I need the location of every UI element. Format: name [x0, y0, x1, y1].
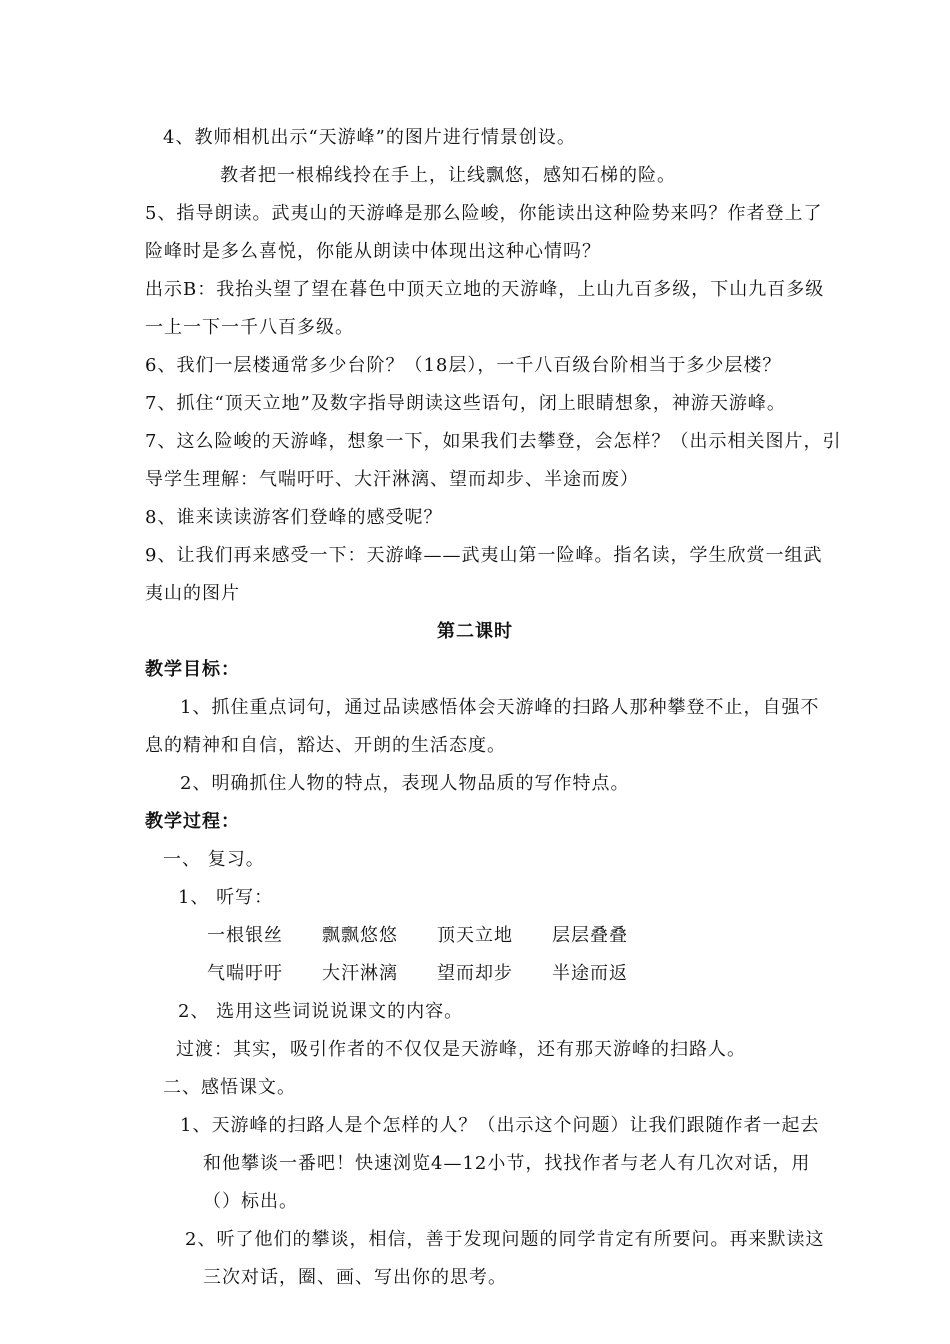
dictation-word: 大汗淋漓: [322, 963, 398, 984]
show-b-line-1: 出示B：我抬头望了望在暮色中顶天立地的天游峰，上山九百多级，下山九百多级: [145, 279, 825, 300]
step-9-line-2: 夷山的图片: [145, 583, 240, 604]
goals-heading: 教学目标：: [145, 659, 240, 680]
process-2-2-line-1: 2、听了他们的攀谈，相信，善于发现问题的同学肯定有所要问。再来默读这: [185, 1229, 825, 1250]
dictation-word: 顶天立地: [437, 925, 513, 946]
transition-line: 过渡：其实，吸引作者的不仅仅是天游峰，还有那天游峰的扫路人。: [176, 1039, 746, 1060]
dictation-label: 1、 听写：: [178, 887, 274, 908]
process-part-2: 二、感悟课文。: [163, 1077, 296, 1098]
process-2-1-line-2: 和他攀谈一番吧！快速浏览4—12小节，找找作者与老人有几次对话，用: [203, 1153, 811, 1174]
step-7b-line-2: 导学生理解：气喘吁吁、大汗淋漓、望而却步、半途而废）: [145, 469, 639, 490]
dictation-word: 飘飘悠悠: [322, 925, 398, 946]
step-5-line-2: 险峰时是多么喜悦，你能从朗读中体现出这种心情吗？: [145, 241, 601, 262]
step-7b-line-1: 7、这么险峻的天游峰，想象一下，如果我们去攀登，会怎样？（出示相关图片，引: [145, 431, 842, 452]
goal-1-line-1: 1、抓住重点词句，通过品读感悟体会天游峰的扫路人那种攀登不止，自强不: [180, 697, 820, 718]
dictation-word: 望而却步: [437, 963, 513, 984]
process-heading: 教学过程：: [145, 811, 240, 832]
goal-2-line: 2、明确抓住人物的特点，表现人物品质的写作特点。: [180, 773, 630, 794]
goal-1-line-2: 息的精神和自信，豁达、开朗的生活态度。: [145, 735, 506, 756]
step-4-detail-line: 教者把一根棉线拎在手上，让线飘悠，感知石梯的险。: [220, 165, 676, 186]
process-2-1-line-1: 1、天游峰的扫路人是个怎样的人？（出示这个问题）让我们跟随作者一起去: [180, 1115, 820, 1136]
step-6-line: 6、我们一层楼通常多少台阶？（18层），一千八百级台阶相当于多少层楼？: [145, 355, 782, 376]
step-4-line: 4、教师相机出示“天游峰”的图片进行情景创设。: [163, 127, 576, 148]
process-step-1-2: 2、 选用这些词说说课文的内容。: [178, 1001, 464, 1022]
process-2-1-line-3: （）标出。: [203, 1191, 298, 1212]
section-title: 第二课时: [437, 621, 513, 642]
dictation-word: 一根银丝: [207, 925, 283, 946]
process-2-2-line-2: 三次对话，圈、画、写出你的思考。: [203, 1267, 507, 1288]
process-part-1: 一、 复习。: [163, 849, 265, 870]
step-8-line: 8、谁来读读游客们登峰的感受呢？: [145, 507, 443, 528]
step-7-line: 7、抓住“顶天立地”及数字指导朗读这些语句，闭上眼睛想象，神游天游峰。: [145, 393, 786, 414]
dictation-word: 气喘吁吁: [207, 963, 283, 984]
dictation-word: 层层叠叠: [552, 925, 628, 946]
step-5-line-1: 5、指导朗读。武夷山的天游峰是那么险峻，你能读出这种险势来吗？作者登上了: [145, 203, 823, 224]
step-9-line-1: 9、让我们再来感受一下：天游峰——武夷山第一险峰。指名读，学生欣赏一组武: [145, 545, 823, 566]
dictation-word: 半途而返: [552, 963, 628, 984]
show-b-line-2: 一上一下一千八百多级。: [145, 317, 354, 338]
